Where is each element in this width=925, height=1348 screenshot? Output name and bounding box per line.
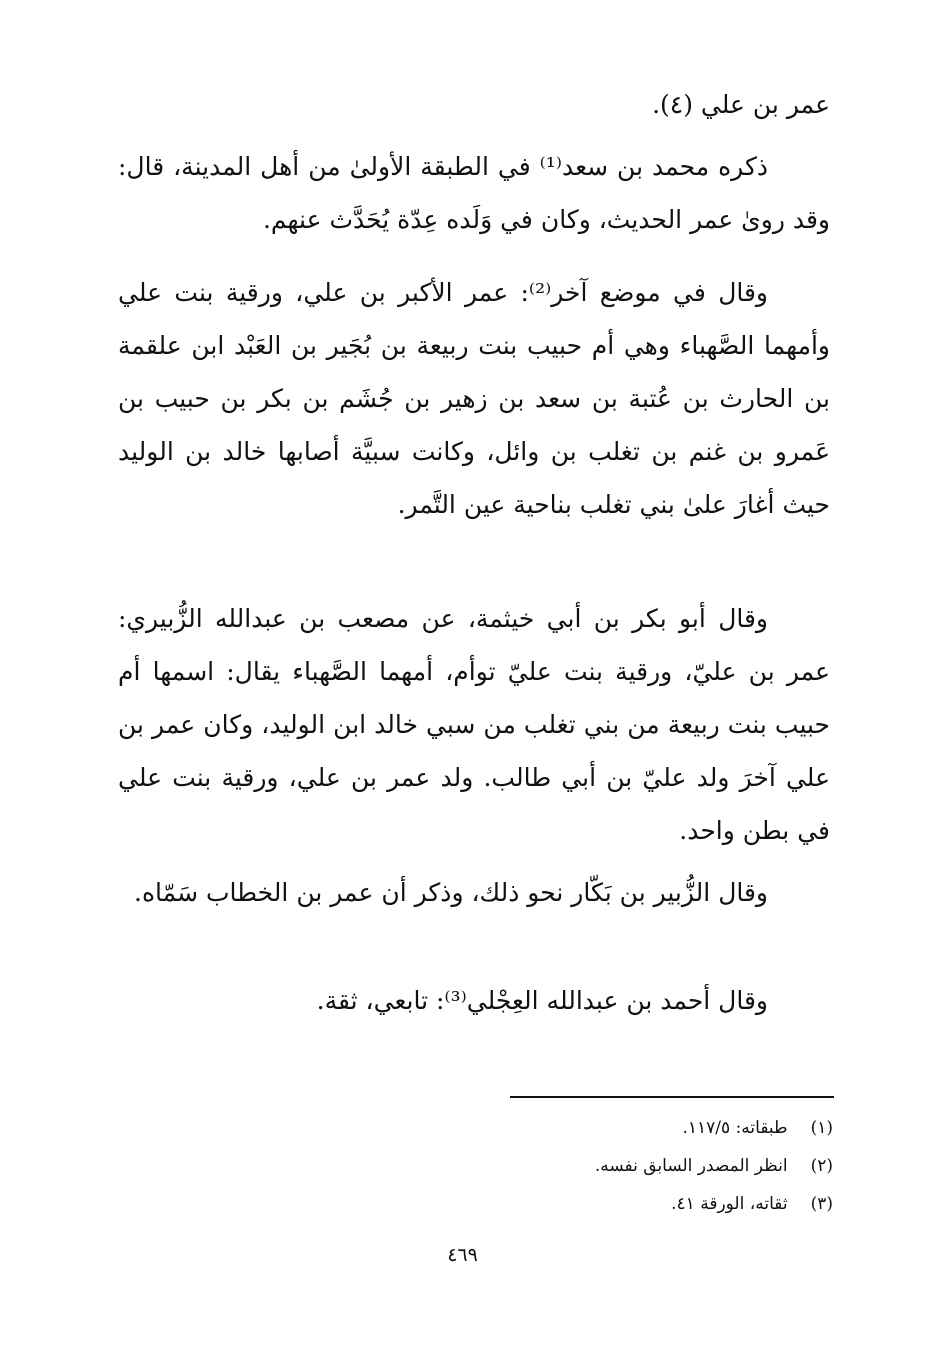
footnote-text: ثقاته، الورقة ٤١. (671, 1194, 788, 1214)
footnote-1 (683, 1118, 834, 1138)
footnote-3 (671, 1194, 833, 1214)
footnote-number: (٣) (810, 1194, 833, 1214)
footnote-text: طبقاته: ١١٧/٥. (682, 1118, 788, 1138)
footnote-2 (595, 1156, 833, 1176)
paragraph-ijli: وقال أحمد بن عبدالله العِجْلي⁽³⁾: تابعي، ثقة. (316, 986, 768, 1015)
paragraph-other-place (118, 266, 830, 531)
heading-line: عمر بن علي (٤). (652, 90, 830, 119)
paragraph-text: وقال الزُّبير بن بَكّار نحو ذلك، وذكر أن عمر بن الخطاب سَمّاه. (134, 878, 768, 907)
paragraph-ibn-saad (118, 140, 830, 246)
footnote-number: (١) (810, 1118, 833, 1138)
paragraph-text: وقال في موضع آخر⁽²⁾: عمر الأكبر بن علي، ورقية بنت علي وأمهما الصَّهباء وهي أم حبيب بنت ربيعة بن بُجَير بن العَبْد ابن علقمة بن الحارث بن عُتبة بن سعد بن زهير بن جُشَم بن بكر بن حبيب بن عَمرو بن غنم بن تغلب بن وائل، وكانت سبيَّة أصابها خالد بن الوليد حيث أغارَ علىٰ بني تغلب بناحية عين التَّمر. (118, 278, 830, 519)
paragraph-abu-bakr (118, 592, 830, 857)
page-number: ٤٦٩ (447, 1244, 478, 1266)
paragraph-zubair (118, 866, 830, 919)
paragraph-text: وقال أبو بكر بن أبي خيثمة، عن مصعب بن عبدالله الزُّبيري: عمر بن عليّ، ورقية بنت عليّ توأم، أمهما الصَّهباء يقال: اسمها أم حبيب بنت ربيعة من بني تغلب من سبي خالد ابن الوليد، وكان عمر بن علي آخرَ ولد عليّ بن أبي طالب. ولد عمر بن علي، ورقية بنت علي في بطن واحد. (118, 604, 830, 845)
footnote-divider (510, 1096, 834, 1098)
paragraph-text: ذكره محمد بن سعد⁽¹⁾ في الطبقة الأولىٰ من أهل المدينة، قال: وقد روىٰ عمر الحديث، وكان في وَلَده عِدّة يُحَدَّث عنهم. (118, 152, 830, 234)
footnote-number: (٢) (810, 1156, 833, 1176)
footnote-text: انظر المصدر السابق نفسه. (594, 1156, 788, 1176)
